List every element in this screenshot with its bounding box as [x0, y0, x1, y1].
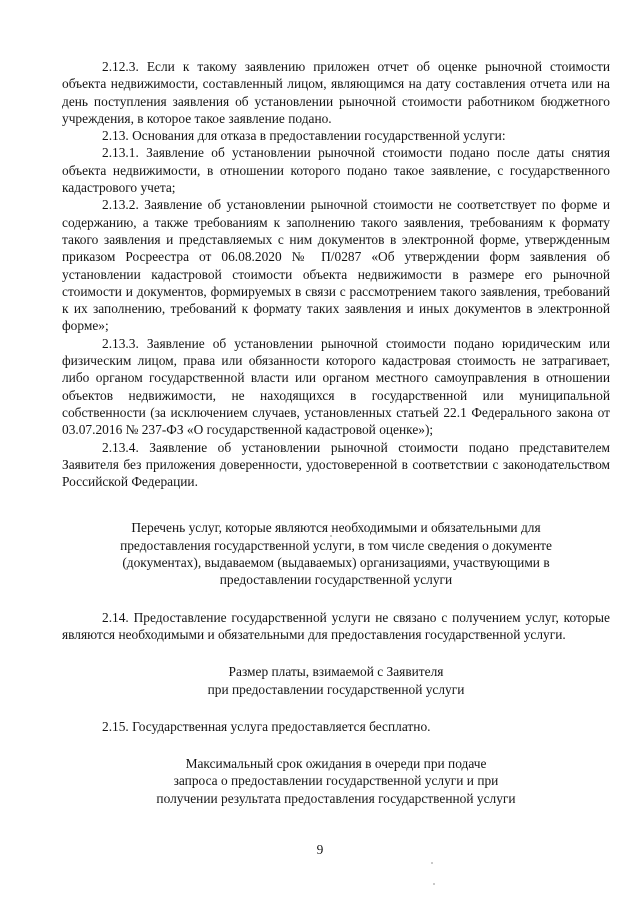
paragraph-2-13-4: 2.13.4. Заявление об установлении рыночной стоимости подано представителем Заявителя без приложения доверенности, удостоверенной в соответствии с законодательством Российской Федерации.	[62, 439, 610, 490]
heading-line: Максимальный срок ожидания в очереди при подаче	[185, 756, 487, 772]
heading-line: Перечень услуг, которые являются необходимыми и обязательными для	[131, 520, 541, 536]
heading-line: (документах), выдаваемом (выдаваемых) организациями, участвующими в	[122, 555, 550, 571]
scan-speck	[330, 535, 332, 537]
heading-line: Размер платы, взимаемой с Заявителя	[228, 664, 444, 680]
page-body	[62, 58, 610, 807]
heading-line: предоставлении государственной услуги	[219, 572, 453, 588]
paragraph-2-13: 2.13. Основания для отказа в предоставлении государственной услуги:	[102, 128, 506, 144]
paragraph-2-12-3: 2.12.3. Если к такому заявлению приложен отчет об оценке рыночной стоимости объекта недвижимости, составленный лицом, являющимся на дату составления отчета или на день поступления заявления об установлении рыночной стоимости работником бюджетного учреждения, в которое такое заявление подано.	[62, 59, 610, 126]
paragraph-2-14: 2.14. Предоставление государственной услуги не связано с получением услуг, которые являются необходимыми и обязательными для предоставления государственной услуги.	[62, 609, 610, 642]
heading-line: при предоставлении государственной услуги	[207, 681, 465, 697]
scan-speck	[431, 862, 433, 864]
paragraph-2-13-1: 2.13.1. Заявление об установлении рыночной стоимости подано после даты снятия объекта недвижимости, в отношении которого подано такое заявление, с государственного кадастрового учета;	[62, 145, 610, 196]
page-number: 9	[316, 842, 324, 857]
heading-line: запроса о предоставлении государственной услуги и при	[173, 773, 499, 789]
section-heading-fee	[62, 663, 610, 698]
heading-line: предоставления государственной услуги, в том числе сведения о документе	[120, 537, 552, 553]
section-heading-related-services	[62, 519, 610, 588]
scan-speck	[433, 883, 435, 885]
paragraph-2-13-2: 2.13.2. Заявление об установлении рыночной стоимости не соответствует по форме и содержанию, а также требованиям к заполнению такого заявления, требованиям к формату такого заявления и представляемых с ним документов в электронной форме, утвержденным приказом Росреестра от 06.08.2020 № П/0287 «Об утверждении форм заявления об установлении кадастровой стоимости объекта недвижимости в размере его рыночной стоимости и документов, формируемых в связи с рассмотрением такого заявления, требований к их заполнению, требований к формату таких заявления и иных документов в электронной форме»;	[62, 197, 610, 334]
section-heading-wait-time	[62, 755, 610, 807]
paragraph-2-15: 2.15. Государственная услуга предоставляется бесплатно.	[102, 718, 431, 734]
heading-line: получении результата предоставления государственной услуги	[156, 790, 516, 806]
paragraph-2-13-3: 2.13.3. Заявление об установлении рыночной стоимости подано юридическим или физическим лицом, права или обязанности которого кадастровая стоимость не затрагивает, либо органом государственной власти или органом местного самоуправления в отношении объектов недвижимости, не находящихся в государственной или муниципальной собственности (за исключением случаев, установленных статьей 22.1 Федерального закона от 03.07.2016 № 237-ФЗ «О государственной кадастровой оценке»);	[62, 335, 610, 438]
